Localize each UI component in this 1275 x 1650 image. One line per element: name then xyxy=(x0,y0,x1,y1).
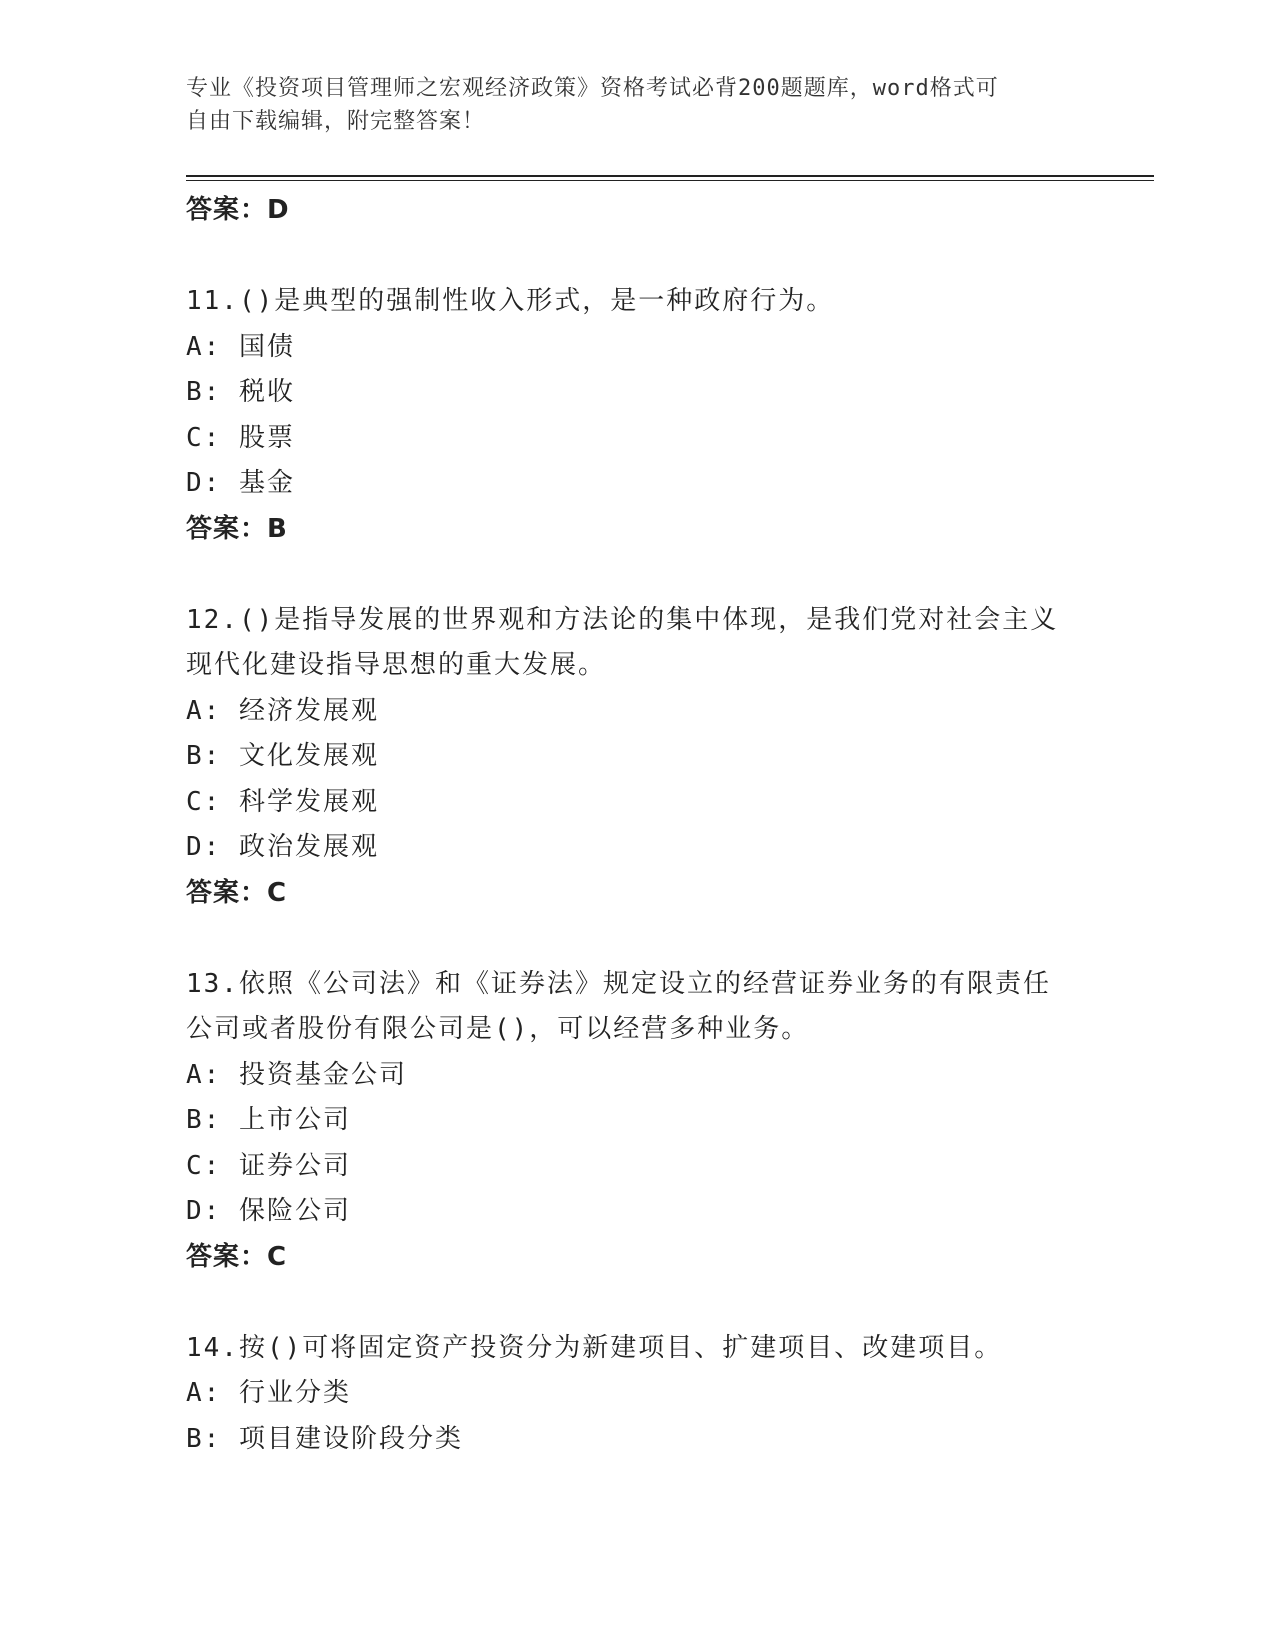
question-text-line-2: 公司或者股份有限公司是()，可以经营多种业务。 xyxy=(186,1014,810,1044)
option-a: A: 经济发展观 xyxy=(186,695,379,726)
question-text: 14.按()可将固定资产投资分为新建项目、扩建项目、改建项目。 xyxy=(186,1332,1003,1363)
option-a: A: 国债 xyxy=(186,331,295,362)
question-list xyxy=(186,188,1086,1462)
question-11 xyxy=(186,279,1086,552)
option-c: C: 股票 xyxy=(186,422,295,453)
option-b: B: 项目建设阶段分类 xyxy=(186,1423,463,1454)
option-b: B: 税收 xyxy=(186,377,295,407)
header-line-1: 专业《投资项目管理师之宏观经济政策》资格考试必背200题题库，word格式可 xyxy=(186,76,999,101)
header-line-2: 自由下载编辑，附完整答案！ xyxy=(186,109,486,134)
question-14 xyxy=(186,1326,1086,1463)
header-divider xyxy=(186,175,1154,181)
answer: 答案：B xyxy=(186,513,288,544)
option-d: D: 基金 xyxy=(186,468,295,498)
question-text-line-2: 现代化建设指导思想的重大发展。 xyxy=(186,650,607,680)
answer: 答案：C xyxy=(186,877,288,908)
option-d: D: 保险公司 xyxy=(186,1196,351,1226)
option-b: B: 上市公司 xyxy=(186,1105,351,1135)
option-a: A: 行业分类 xyxy=(186,1378,351,1408)
option-b: B: 文化发展观 xyxy=(186,741,379,771)
option-c: C: 证券公司 xyxy=(186,1150,351,1181)
answer-previous: 答案：D xyxy=(186,195,290,225)
question-text: 11.()是典型的强制性收入形式，是一种政府行为。 xyxy=(186,286,835,316)
option-a: A: 投资基金公司 xyxy=(186,1059,407,1090)
question-text-line-1: 13.依照《公司法》和《证券法》规定设立的经营证券业务的有限责任 xyxy=(186,968,1051,999)
option-c: C: 科学发展观 xyxy=(186,786,379,817)
question-text-line-1: 12.()是指导发展的世界观和方法论的集中体现，是我们党对社会主义 xyxy=(186,604,1059,635)
question-13 xyxy=(186,962,1086,1281)
answer: 答案：C xyxy=(186,1241,288,1272)
option-d: D: 政治发展观 xyxy=(186,832,379,862)
document-header xyxy=(186,72,1086,138)
question-12 xyxy=(186,598,1086,917)
